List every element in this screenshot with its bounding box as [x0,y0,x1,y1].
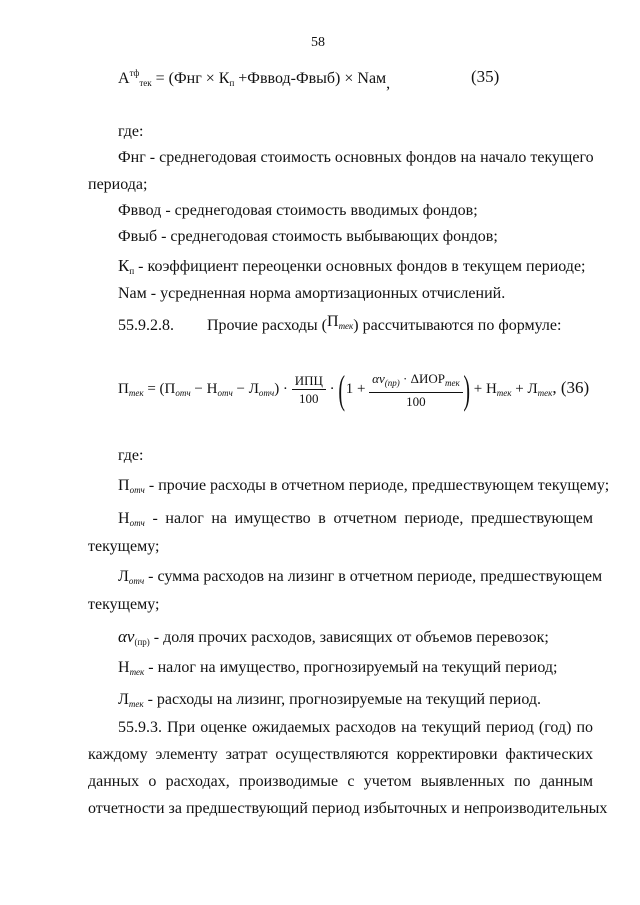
clause-55-9-3-line4: отчетности за предшествующий период избыточных и непроизводительных [88,800,608,817]
fraction-ipc: $\frac{\text{ИПЦ}}{100}$ [292,373,326,406]
formula-36: $П_{тек} = (П_{отч} - Н_{отч} - Л_{отч})$ · $\frac{\text{ИПЦ}}{100}$ · (1 + $\frac{\alpha v_{(пр)} \cdot \Delta ИОР_{тек}}{100}$ ) + $Н_{тек} + Л_{тек}$, (36) [118,366,590,412]
def-n-tek: $Н_{тек}$ - налог на имущество, прогнозируемый на текущий период; [118,659,558,677]
def-l-otch-cont: текущему; [88,596,160,613]
formula-35: $А^{тф}_{тек} = (Фнг \times К_п$ +Фввод-Фвыб) × Nам, [118,68,391,92]
def-alpha-v: $\alpha v_{(пр)}$ - доля прочих расходов, зависящих от объемов перевозок; [118,627,549,647]
clause-55-9-3-line2: каждому элементу затрат осуществляются корректировки фактических [88,746,593,763]
def-kp: $К_п$ - коэффициент переоценки основных фондов в текущем периоде; [118,256,586,276]
clause-55-9-3-line3: данных о расходах, производимые с учетом выявленных по данным [88,773,593,790]
formula-35-lhs: А [118,70,130,87]
def-l-tek: $Л_{тек}$ - расходы на лизинг, прогнозируемые на текущий период. [118,691,542,709]
def-fvyb: Фвыб - среднегодовая стоимость выбывающих фондов; [118,228,498,245]
def-n-otch-cont: текущему; [88,538,160,555]
def-n-otch: $Н_{отч}$ - налог на имущество в отчетном периоде, предшествующем [118,510,593,528]
page-number: 58 [311,35,325,50]
def-fng-line1: Фнг - среднегодовая стоимость основных фондов на начало текущего [118,149,594,166]
def-p-otch: $П_{отч}$ - прочие расходы в отчетном периоде, предшествующем текущему; [118,477,610,495]
def-fng-line2: периода; [88,176,148,193]
def-fvvod: Фввод - среднегодовая стоимость вводимых фондов; [118,202,478,219]
def-l-otch: $Л_{отч}$ - сумма расходов на лизинг в отчетном периоде, предшествующем [118,568,603,586]
where-label-2: где: [118,447,144,464]
def-nam: Nам - усредненная норма амортизационных отчислений. [118,285,506,302]
fraction-alpha: $\frac{\alpha v_{(пр)} \cdot \Delta ИОР_{тек}}{100}$ [369,371,463,409]
clause-55-9-2-8: 55.9.2.8. Прочие расходы $(П_{тек})$ рассчитываются по формуле: [118,313,562,334]
clause-55-9-3-line1: 55.9.3. При оценке ожидаемых расходов на текущий период (год) по [118,719,593,736]
formula-35-number: (35) [471,67,500,86]
where-label-1: где: [118,123,144,140]
